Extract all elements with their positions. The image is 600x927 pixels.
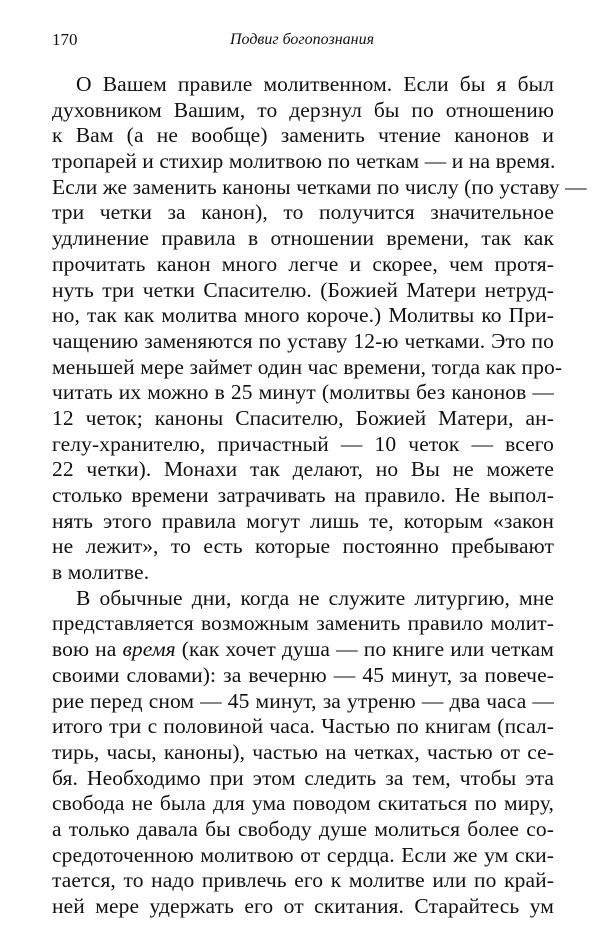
text-line: нять этого правила могут лишь те, которым «закон [52, 508, 554, 533]
text-segment: вою на [52, 637, 123, 662]
text-line: а только давала бы свободу душе молиться более со- [52, 816, 554, 841]
text-line: рие перед сном — 45 минут, за утреню — два часа — [52, 688, 554, 713]
text-line: тается, то надо привлечь его к молитве или по край- [52, 868, 554, 893]
text-line: бя. Необходимо при этом следить за тем, чтобы эта [52, 765, 554, 790]
text-line: представляется возможным заменить правило молит- [52, 611, 554, 636]
text-line: своими словами): за вечерню — 45 минут, за повече- [52, 662, 554, 687]
page-number: 170 [52, 30, 78, 49]
text-body [52, 72, 587, 920]
text-line: удлинение правила в отношении времени, так как [52, 226, 554, 251]
paragraph-2 [52, 586, 554, 920]
text-line: не лежит», то есть которые постоянно пребывают [52, 534, 554, 559]
text-line: к Вам (а не вообще) заменить чтение канонов и [52, 123, 554, 148]
text-line: ней мере удержать его от скитания. Старайтесь ум [52, 894, 554, 918]
text-line: гелу-хранителю, причастный — 10 четок — всего [52, 431, 554, 456]
text-line: нуть три четки Спасителю. (Божией Матери нетруд- [52, 277, 554, 302]
text-segment: (как хочет душа — по книге или четкам [175, 637, 554, 662]
text-line: в молитве. [52, 560, 150, 585]
text-line: 12 четок; каноны Спасителю, Божией Матери, ан- [52, 405, 554, 430]
text-line: меньшей мере займет один час времени, тогда как про- [52, 354, 563, 379]
text-line: чащению заменяются по уставу 12-ю четками. Это по [52, 328, 554, 353]
page-header [52, 28, 552, 52]
text-line: прочитать канон много легче и скорее, чем протя- [52, 251, 554, 276]
text-line: но, так как молитва много короче.) Молитвы ко При- [52, 303, 554, 328]
text-line: 22 четки). Монахи так делают, но Вы не можете [52, 457, 554, 482]
text-line: свобода не была для ума поводом скитаться по миру, [52, 791, 554, 816]
text-line: тропарей и стихир молитвою по четкам — и на время. [52, 149, 556, 174]
text-line: итого три с половиной часа. Частью по книгам (псал- [52, 714, 554, 739]
text-line: читать их можно в 25 минут (молитвы без канонов — [52, 380, 554, 405]
running-title: Подвиг богопознания [229, 31, 375, 48]
text-line: Если же заменить каноны четками по числу (по уставу — [52, 174, 587, 199]
text-line: духовником Вашим, то дерзнул бы по отношению [52, 97, 554, 122]
paragraph-1 [52, 72, 587, 586]
text-line: столько времени затрачивать на правило. Не выпол- [52, 483, 554, 507]
text-line: тирь, часы, каноны), частью на четках, частью от се- [52, 739, 554, 764]
text-line: В обычные дни, когда не служите литургию, мне [76, 585, 554, 610]
text-line: три четки за канон), то получится значительное [52, 200, 554, 225]
emphasis-word: время [122, 637, 176, 662]
text-line-with-emphasis [52, 637, 554, 663]
text-line: средоточенною молитвою от сердца. Если же ум ски- [52, 842, 554, 867]
text-line: О Вашем правиле молитвенном. Если бы я был [76, 72, 554, 96]
